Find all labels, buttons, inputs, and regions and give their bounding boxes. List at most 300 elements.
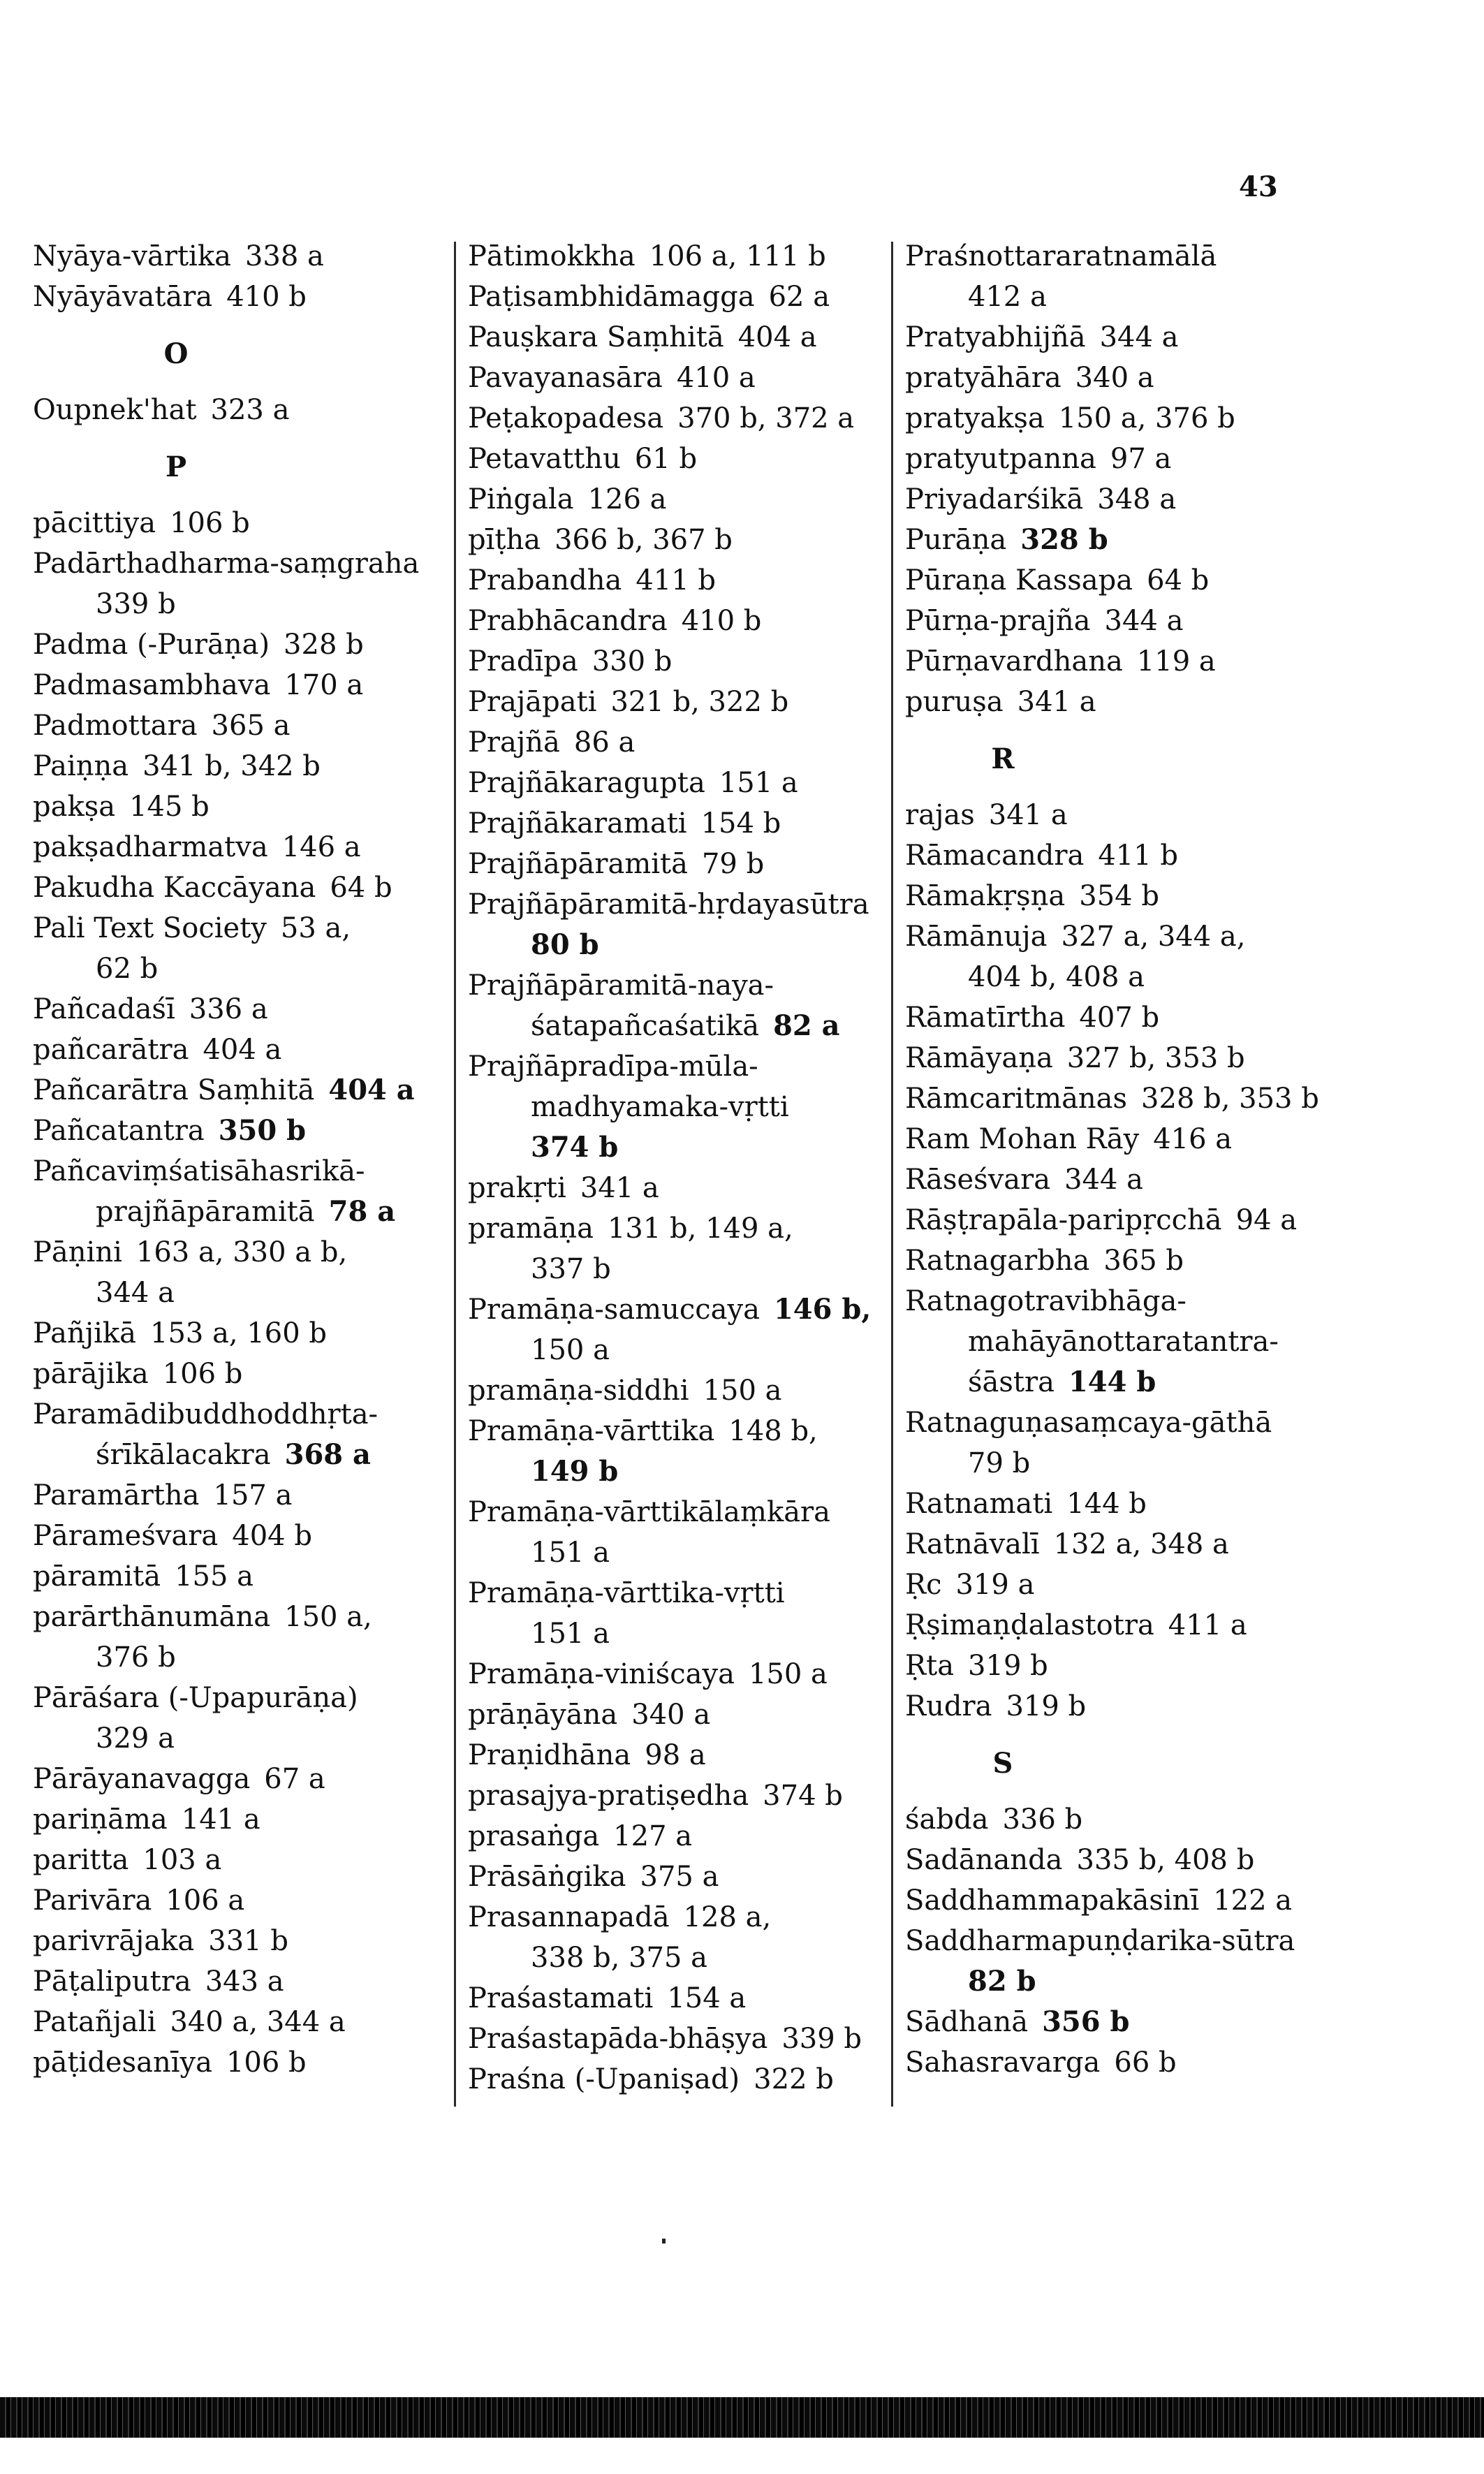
entry-term: pāramitā [33, 1560, 161, 1593]
entry-locator: 64 b [1147, 564, 1210, 596]
entry-locator: 151 a [719, 767, 798, 799]
index-entry [468, 1897, 880, 1938]
index-entry [33, 2042, 452, 2083]
entry-locator: 154 b [700, 807, 781, 840]
entry-term: pratyutpanna [905, 443, 1096, 475]
entry-locator: 86 a [573, 726, 636, 759]
entry-term: Ṛta [905, 1650, 955, 1682]
entry-term: Prabandha [468, 564, 622, 596]
entry-term: Praśnottararatnamālā [905, 240, 1217, 272]
section-letter: S [992, 1747, 1013, 1780]
index-entry [905, 1362, 1324, 1403]
entry-locator: 144 b [1068, 1366, 1156, 1398]
entry-term: 150 a [531, 1334, 610, 1366]
entry-term: śabda [905, 1803, 989, 1836]
index-entry [468, 803, 880, 844]
entry-term: Pramāṇa-viniścaya [468, 1658, 735, 1690]
entry-term: 329 a [96, 1722, 175, 1755]
entry-term: Praṇidhāna [468, 1739, 631, 1771]
entry-locator: 356 b [1042, 2005, 1130, 2038]
entry-term: Paramādibuddhoddhṛta- [33, 1398, 379, 1430]
entry-term: Ratnagotravibhāga- [905, 1285, 1187, 1317]
index-entry [468, 1857, 880, 1897]
index-entry [468, 965, 880, 1006]
entry-term: pakṣa [33, 791, 116, 823]
entry-term: Ratnaguṇasaṃcaya-gāthā [905, 1407, 1272, 1439]
index-entry [905, 358, 1324, 398]
entry-term: Paiṇṇa [33, 750, 129, 782]
entry-term: puruṣa [905, 686, 1004, 718]
entry-term: prajñāpāramitā [96, 1196, 315, 1228]
entry-locator: 106 a [166, 1884, 245, 1917]
index-entry [905, 520, 1324, 560]
index-entry [33, 624, 452, 665]
entry-locator: 153 a, 160 b [150, 1317, 328, 1349]
entry-term: Prabhācandra [468, 605, 668, 637]
section-letter: P [165, 451, 187, 483]
entry-term: Pradīpa [468, 645, 578, 678]
index-column-1 [33, 236, 452, 2083]
entry-term: 151 a [531, 1537, 610, 1569]
index-entry [468, 1208, 880, 1249]
entry-locator: 330 b [592, 645, 673, 678]
index-entry [905, 601, 1324, 641]
entry-term: Pramāṇa-vārttika [468, 1415, 715, 1447]
entry-term: 151 a [531, 1618, 610, 1650]
entry-locator: 341 a [580, 1172, 659, 1204]
entry-locator: 336 a [189, 993, 268, 1025]
entry-locator: 170 a [284, 669, 364, 701]
entry-term: Pūrṇa-prajña [905, 605, 1091, 637]
entry-locator: 61 b [634, 443, 698, 475]
entry-locator: 53 a, [280, 912, 351, 944]
entry-locator: 350 b [218, 1114, 307, 1147]
entry-term: śrīkālacakra [96, 1439, 271, 1471]
index-entry [33, 908, 452, 949]
entry-locator: 155 a [175, 1560, 254, 1593]
entry-locator: 144 b [1066, 1488, 1147, 1520]
entry-term: pakṣadharmatva [33, 831, 268, 863]
index-entry [468, 1613, 880, 1654]
entry-term: Sādhanā [905, 2006, 1029, 2038]
entry-locator: 119 a [1136, 645, 1216, 678]
index-column-3 [905, 236, 1324, 2083]
index-entry [905, 1240, 1324, 1281]
entry-locator: 338 a [244, 240, 324, 272]
entry-term: prasajya-pratiṣedha [468, 1780, 749, 1812]
index-entry [468, 398, 880, 439]
entry-term: Rāmānuja [905, 921, 1048, 953]
entry-term: pārājika [33, 1358, 149, 1390]
entry-term: Nyāyāvatāra [33, 281, 213, 313]
scan-edge-band [0, 2397, 1484, 2438]
entry-locator: 368 a [284, 1438, 371, 1471]
entry-locator: 79 b [701, 848, 765, 880]
entry-locator: 103 a [142, 1844, 222, 1876]
index-entry [905, 1840, 1324, 1880]
entry-term: śāstra [968, 1366, 1055, 1398]
entry-term: Prajñā [468, 726, 560, 759]
index-entry [468, 884, 880, 925]
index-entry [468, 520, 880, 560]
entry-locator: 335 b, 408 b [1076, 1844, 1255, 1876]
entry-term: Pañcatantra [33, 1115, 205, 1147]
entry-term: pāṭidesanīya [33, 2047, 212, 2079]
entry-term: Rāseśvara [905, 1164, 1051, 1196]
entry-term: Ṛc [905, 1569, 942, 1601]
entry-locator: 339 b [781, 2023, 862, 2055]
index-entry [905, 1038, 1324, 1078]
entry-term: Padmottara [33, 710, 198, 742]
entry-term: pīṭha [468, 524, 541, 556]
index-entry [905, 1605, 1324, 1646]
entry-locator: 62 a [768, 281, 830, 313]
entry-locator: 375 a [640, 1861, 719, 1893]
entry-locator: 354 b [1079, 880, 1159, 912]
entry-term: Pāṭaliputra [33, 1966, 191, 1998]
entry-term: Paṭisambhidāmagga [468, 281, 755, 313]
entry-locator: 327 b, 353 b [1066, 1042, 1245, 1074]
entry-locator: 344 a [1064, 1164, 1144, 1196]
index-entry [905, 398, 1324, 439]
entry-locator: 78 a [328, 1195, 396, 1228]
index-entry [905, 1443, 1324, 1484]
entry-term: madhyamaka-vṛtti [531, 1091, 789, 1123]
entry-locator: 131 b, 149 a, [607, 1213, 793, 1245]
entry-term: Prāsāṅgika [468, 1861, 626, 1893]
entry-term: Ṛṣimaṇḍalastotra [905, 1609, 1154, 1641]
index-column-2 [468, 236, 880, 2100]
entry-term: rajas [905, 799, 975, 831]
entry-locator: 340 a [631, 1699, 711, 1731]
entry-locator: 323 a [210, 394, 290, 426]
entry-term: Saddhammapakāsinī [905, 1884, 1200, 1917]
index-entry [468, 1168, 880, 1208]
index-entry [468, 439, 880, 479]
index-entry [905, 560, 1324, 601]
entry-locator: 336 b [1002, 1803, 1083, 1836]
entry-locator: 145 b [129, 791, 210, 823]
entry-term: paritta [33, 1844, 129, 1876]
entry-term: Prajñākaramati [468, 807, 687, 840]
index-entry [33, 1111, 452, 1151]
index-entry [905, 997, 1324, 1038]
entry-term: Pañcarātra Saṃhitā [33, 1074, 315, 1106]
index-entry [33, 277, 452, 317]
entry-term: Pramāṇa-vārttikālaṃkāra [468, 1496, 831, 1528]
index-entry [33, 543, 452, 584]
index-entry [33, 1273, 452, 1313]
index-entry [33, 868, 452, 908]
entry-term: Pārāśara (-Upapurāṇa) [33, 1682, 358, 1714]
index-entry [33, 236, 452, 277]
entry-locator: 106 b [170, 507, 250, 539]
entry-term: 376 b [96, 1641, 176, 1674]
section-letter: O [163, 337, 189, 370]
index-entry [905, 957, 1324, 997]
column-rule [891, 242, 893, 2107]
index-entry [905, 795, 1324, 835]
entry-locator: 340 a [1075, 362, 1154, 394]
entry-locator: 106 a, 111 b [649, 240, 826, 272]
index-entry [33, 1192, 452, 1232]
index-entry [905, 1646, 1324, 1686]
entry-locator: 106 b [226, 2047, 307, 2079]
index-entry [468, 1087, 880, 1127]
entry-term: Pātimokkha [468, 240, 636, 272]
index-entry [468, 844, 880, 884]
entry-term: Prajñāpāramitā-naya- [468, 969, 774, 1002]
entry-locator: 331 b [208, 1925, 288, 1957]
entry-term: Praśastamati [468, 1982, 654, 2014]
index-entry [468, 641, 880, 682]
entry-term: śatapañcaśatikā [531, 1010, 760, 1042]
index-entry [33, 1799, 452, 1840]
index-entry [33, 786, 452, 827]
index-entry [33, 1556, 452, 1597]
index-entry [468, 479, 880, 520]
entry-term: 338 b, 375 a [531, 1942, 708, 1974]
entry-locator: 341 a [988, 799, 1068, 831]
index-entry [468, 1370, 880, 1411]
entry-term: Ratnāvalī [905, 1528, 1040, 1560]
entry-term: parivrājaka [33, 1925, 195, 1957]
index-entry [468, 601, 880, 641]
entry-locator: 150 a, [284, 1601, 372, 1633]
entry-locator: 328 b [284, 629, 364, 661]
entry-locator: 328 b, 353 b [1141, 1083, 1319, 1115]
entry-term: pramāṇa-siddhi [468, 1375, 689, 1407]
entry-locator: 410 a [676, 362, 756, 394]
entry-term: Pramāṇa-samuccaya [468, 1294, 760, 1326]
index-entry [905, 682, 1324, 722]
index-entry [468, 1978, 880, 2019]
entry-term: Oupnek'hat [33, 394, 197, 426]
index-entry [33, 390, 452, 430]
entry-term: Prajñāpradīpa-mūla- [468, 1051, 758, 1083]
entry-locator: 370 b, 372 a [677, 402, 855, 434]
index-entry [33, 503, 452, 543]
entry-locator: 341 a [1017, 686, 1096, 718]
entry-locator: 319 b [968, 1650, 1048, 1682]
entry-term: Petavatthu [468, 443, 621, 475]
entry-term: 339 b [96, 588, 176, 620]
entry-locator: 366 b, 367 b [554, 524, 733, 556]
entry-term: Pali Text Society [33, 912, 267, 944]
entry-locator: 106 b [162, 1358, 243, 1390]
entry-locator: 344 a [1104, 605, 1184, 637]
entry-locator: 163 a, 330 a b, [135, 1236, 348, 1268]
entry-term: pariṇāma [33, 1803, 168, 1836]
index-entry [33, 1394, 452, 1435]
entry-term: 79 b [968, 1447, 1031, 1479]
entry-term: 80 b [531, 928, 599, 961]
index-entry [468, 358, 880, 398]
entry-term: Padmasambhava [33, 669, 271, 701]
entry-locator: 404 b [232, 1520, 312, 1552]
index-entry [33, 1070, 452, 1111]
index-entry [905, 1961, 1324, 2002]
index-entry [905, 1403, 1324, 1443]
index-entry [468, 236, 880, 277]
index-entry [905, 1880, 1324, 1921]
entry-term: pramāṇa [468, 1213, 594, 1245]
entry-term: prasaṅga [468, 1820, 600, 1852]
index-entry [468, 1127, 880, 1168]
entry-term: Pūrṇavardhana [905, 645, 1123, 678]
index-entry [905, 479, 1324, 520]
entry-locator: 66 b [1114, 2047, 1177, 2079]
entry-term: Saddharmapuṇḍarika-sūtra [905, 1925, 1295, 1957]
entry-term: Pratyabhijñā [905, 321, 1086, 353]
entry-term: Rāmakṛṣṇa [905, 880, 1066, 912]
index-entry [468, 1735, 880, 1776]
index-entry [33, 1718, 452, 1759]
entry-locator: 340 a, 344 a [170, 2006, 346, 2038]
entry-term: pācittiya [33, 507, 156, 539]
index-entry [33, 949, 452, 989]
entry-locator: 416 a [1153, 1123, 1233, 1155]
index-entry [33, 665, 452, 705]
index-entry [468, 1289, 880, 1330]
entry-locator: 150 a, 376 b [1058, 402, 1235, 434]
index-entry [905, 1524, 1324, 1565]
index-entry [468, 1492, 880, 1532]
entry-term: pratyāhāra [905, 362, 1061, 394]
entry-locator: 404 a [203, 1034, 282, 1066]
entry-locator: 365 a [211, 710, 291, 742]
entry-term: Rāmāyaṇa [905, 1042, 1053, 1074]
entry-term: Ratnamati [905, 1488, 1053, 1520]
index-entry [33, 1637, 452, 1678]
entry-locator: 127 a [613, 1820, 693, 1852]
index-entry [905, 1322, 1324, 1362]
index-entry [468, 722, 880, 763]
entry-term: Rāmacandra [905, 840, 1085, 872]
index-entry [33, 1030, 452, 1070]
index-entry [468, 2059, 880, 2100]
entry-term: 337 b [531, 1253, 611, 1285]
index-entry [33, 1840, 452, 1880]
entry-locator: 411 b [1098, 840, 1178, 872]
entry-term: parārthānumāna [33, 1601, 271, 1633]
page-number: 43 [1239, 170, 1278, 203]
index-entry [33, 1597, 452, 1637]
index-entry [468, 277, 880, 317]
index-entry [468, 925, 880, 965]
index-entry [468, 1451, 880, 1492]
entry-term: Prajñāpāramitā [468, 848, 688, 880]
index-entry [33, 1516, 452, 1556]
index-entry [468, 1816, 880, 1857]
entry-locator: 146 b, [773, 1293, 872, 1326]
entry-term: Sahasravarga [905, 2047, 1101, 2079]
column-rule [454, 242, 456, 2107]
entry-locator: 341 b, 342 b [142, 750, 321, 782]
entry-term: Pārameśvara [33, 1520, 219, 1552]
entry-term: Priyadarśikā [905, 483, 1084, 515]
index-entry [33, 827, 452, 868]
index-entry [468, 1573, 880, 1613]
entry-locator: 321 b, 322 b [610, 686, 789, 718]
index-entry [33, 1354, 452, 1394]
entry-locator: 150 a [703, 1375, 782, 1407]
entry-locator: 146 a [281, 831, 361, 863]
entry-locator: 407 b [1079, 1002, 1160, 1034]
entry-locator: 132 a, 348 a [1053, 1528, 1229, 1560]
entry-term: 344 a [96, 1277, 175, 1309]
entry-locator: 150 a [748, 1658, 828, 1690]
index-entry [33, 1880, 452, 1921]
entry-locator: 319 a [955, 1569, 1035, 1601]
entry-locator: 411 a [1168, 1609, 1247, 1641]
index-entry [33, 1232, 452, 1273]
index-entry [905, 1799, 1324, 1840]
entry-term: Pañcaviṃśatisāhasrikā- [33, 1155, 365, 1187]
entry-term: Parivāra [33, 1884, 152, 1917]
entry-term: 412 a [968, 281, 1047, 313]
index-entry [33, 584, 452, 624]
entry-locator: 319 b [1006, 1690, 1087, 1722]
entry-term: Pauṣkara Saṃhitā [468, 321, 724, 353]
index-entry [905, 835, 1324, 876]
entry-locator: 411 b [636, 564, 716, 596]
entry-locator: 322 b [754, 2063, 834, 2095]
entry-locator: 374 b [763, 1780, 843, 1812]
index-entry [905, 317, 1324, 358]
entry-locator: 410 b [226, 281, 307, 313]
index-entry [468, 1695, 880, 1735]
entry-term: Pramāṇa-vārttika-vṛtti [468, 1577, 785, 1609]
entry-term: Paramārtha [33, 1479, 200, 1512]
index-entry [905, 641, 1324, 682]
index-entry [33, 1475, 452, 1516]
entry-term: Prajñāpāramitā-hṛdayasūtra [468, 888, 869, 921]
entry-locator: 343 a [205, 1966, 284, 1998]
entry-term: Prasannapadā [468, 1901, 670, 1933]
index-entry [468, 1006, 880, 1046]
index-entry [468, 682, 880, 722]
index-entry [468, 763, 880, 803]
index-entry [33, 989, 452, 1030]
index-entry [33, 1435, 452, 1475]
entry-locator: 157 a [213, 1479, 293, 1512]
entry-term: Peṭakopadesa [468, 402, 664, 434]
entry-term: Padma (-Purāṇa) [33, 629, 270, 661]
entry-term: Patañjali [33, 2006, 156, 2038]
entry-term: Praśna (-Upaniṣad) [468, 2063, 740, 2095]
entry-term: Pakudha Kaccāyana [33, 872, 316, 904]
index-entry [468, 1330, 880, 1370]
entry-term: Ram Mohan Rāy [905, 1123, 1140, 1155]
index-entry [905, 1200, 1324, 1240]
entry-term: Rāṣṭrapāla-paripṛcchā [905, 1204, 1222, 1236]
entry-locator: 122 a [1213, 1884, 1293, 1917]
entry-locator: 404 a [328, 1074, 415, 1106]
index-entry [33, 746, 452, 786]
entry-term: Pāṇini [33, 1236, 122, 1268]
index-entry [468, 1938, 880, 1978]
entry-locator: 365 b [1103, 1245, 1184, 1277]
index-entry [905, 1078, 1324, 1119]
entry-term: pañcarātra [33, 1034, 189, 1066]
entry-locator: 64 b [330, 872, 392, 904]
entry-locator: 126 a [587, 483, 667, 515]
index-entry [468, 1776, 880, 1816]
index-entry [33, 705, 452, 746]
index-entry [905, 1565, 1324, 1605]
index-entry [33, 1961, 452, 2002]
